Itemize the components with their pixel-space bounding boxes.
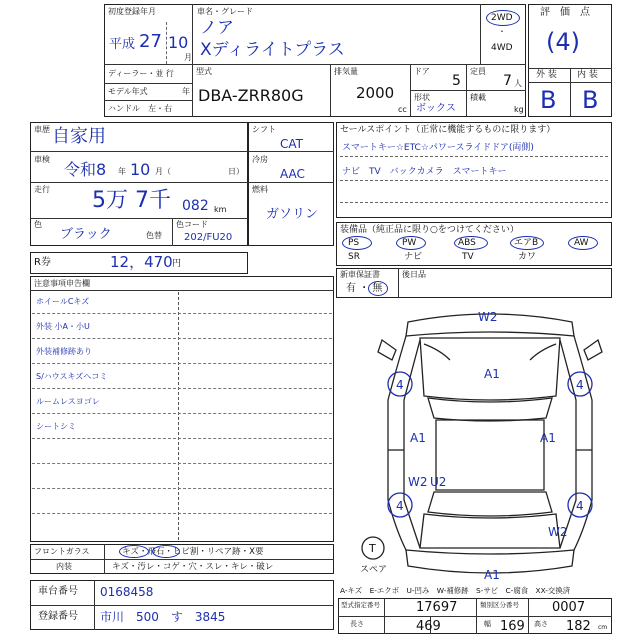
type-cert-value: 17697	[416, 600, 458, 615]
rating-label: 評 価 点	[540, 7, 590, 18]
damage-mark: A1	[484, 568, 500, 582]
spare-label: スペア	[360, 565, 388, 575]
equipment-label: 装備品（純正品に限り○をつけてください）	[340, 225, 519, 235]
interior-label: 内装	[56, 562, 72, 571]
equip-pw: PW	[402, 238, 417, 248]
equip-ps: PS	[348, 238, 360, 248]
model-year-label: モデル年式	[108, 87, 148, 96]
damage-mark: W2	[548, 525, 568, 539]
capacity-value: 7	[503, 73, 512, 89]
warranty-value: 有 ・ 無	[346, 283, 383, 294]
recycle-value: 12，470	[110, 253, 173, 271]
chassis-value: 0168458	[100, 585, 154, 599]
inspection-month: 10	[130, 160, 151, 179]
plate-label: 登録番号	[38, 611, 78, 622]
color-code-label: 色コード	[176, 220, 208, 229]
damage-mark: A1	[540, 431, 556, 445]
first-reg-month: 10	[168, 33, 189, 52]
damage-legend: A-キズ E-エクボ U-凹み W-補修跡 S-サビ C-腐食 XX-交換済	[340, 586, 571, 595]
dealer-label: ディーラー・並 行	[108, 69, 174, 78]
note-item: 外装 小A・小U	[36, 322, 90, 331]
equip-aw: AW	[574, 238, 589, 248]
car-name: ノア	[200, 18, 234, 38]
yen-unit: 円	[172, 259, 182, 269]
ac-label: 冷房	[252, 155, 268, 164]
car-grade: Xディライトプラス	[200, 40, 345, 60]
equip-leather: カワ	[518, 252, 537, 262]
drive-4wd: 4WD	[491, 43, 513, 53]
damage-mark: 4	[576, 378, 584, 392]
first-reg-era: 平成	[109, 37, 136, 52]
interior-value: キズ・汚レ・コゲ・穴・スレ・キレ・破レ	[112, 562, 274, 572]
inspection-day-unit: 日）	[228, 167, 244, 176]
door-value: 5	[452, 73, 461, 89]
first-reg-year: 27	[139, 31, 162, 52]
color-label: 色	[34, 220, 42, 229]
height-label: 高さ	[534, 620, 548, 628]
shape-label: 形状	[414, 93, 430, 102]
fuel-value: ガソリン	[266, 207, 319, 222]
person-unit: 人	[514, 79, 522, 88]
notes-label: 注意事項申告欄	[34, 279, 90, 288]
sales-line-1: スマートキー☆ETC☆パワースライドドア(両側)	[342, 143, 534, 153]
height-value: 182	[566, 619, 591, 634]
fuel-label: 燃料	[252, 185, 268, 194]
damage-mark: U2	[430, 475, 447, 489]
year-unit: 年	[182, 87, 190, 96]
displacement-label: 排気量	[334, 67, 358, 76]
name-label: 車名・グレード	[197, 7, 253, 16]
width-label: 幅	[484, 620, 491, 628]
type-cert-label: 型式指定番号	[341, 601, 380, 609]
equip-abs: ABS	[458, 238, 476, 248]
category-label: 類別区分番号	[480, 601, 519, 609]
note-item: 外装補修跡あり	[36, 347, 92, 356]
equip-tv: TV	[462, 252, 474, 262]
mileage-label: 走行	[34, 185, 50, 194]
exterior-value: B	[540, 86, 557, 114]
shift-value: CAT	[280, 137, 303, 151]
damage-mark: W2	[408, 475, 428, 489]
shift-label: シフト	[252, 125, 276, 134]
sales-label: セールスポイント（正常に機能するものに限ります）	[340, 125, 556, 135]
warranty-new-label: 新車保証書	[340, 270, 380, 279]
door-label: ドア	[414, 67, 430, 76]
color-value: ブラック	[60, 227, 112, 242]
chassis-label: 車台番号	[38, 586, 78, 597]
inspection-label: 車検	[34, 155, 50, 164]
recycle-label: R券	[34, 257, 51, 268]
mileage-value: 5万 7千	[92, 188, 171, 213]
damage-mark: 4	[396, 499, 404, 513]
damage-mark: 4	[396, 378, 404, 392]
first-reg-label: 初度登録年月	[108, 7, 156, 16]
color-change-label: 色替	[146, 231, 162, 240]
rating-value: (4)	[546, 28, 580, 56]
equip-navi: ナビ	[404, 252, 423, 262]
equip-sr: SR	[348, 252, 360, 262]
load-label: 積載	[470, 93, 486, 102]
inspection-year-unit: 年	[118, 167, 126, 176]
use-value: 自家用	[52, 126, 106, 147]
km-unit: km	[214, 205, 227, 214]
cc-unit: cc	[398, 105, 407, 114]
width-value: 169	[500, 619, 525, 634]
warranty-later-label: 後日品	[402, 270, 426, 279]
capacity-label: 定員	[470, 67, 486, 76]
color-code-value: 202/FU20	[184, 232, 233, 243]
kg-unit: kg	[514, 105, 524, 114]
note-item: ホイールCキズ	[36, 297, 90, 306]
ac-value: AAC	[280, 167, 305, 181]
plate-value: 市川 500 す 3845	[100, 610, 226, 624]
type-value: DBA-ZRR80G	[198, 86, 304, 105]
damage-mark: 4	[576, 499, 584, 513]
cm-unit: cm	[598, 624, 608, 631]
damage-mark: W2	[478, 310, 498, 324]
displacement-value: 2000	[356, 84, 395, 102]
note-item: ルームレスヨゴレ	[36, 397, 100, 406]
drive-sep: ・	[498, 27, 506, 36]
damage-mark: A1	[410, 431, 426, 445]
mileage-sub: 082	[182, 198, 209, 214]
inspection-month-unit: 月（	[155, 167, 171, 176]
front-glass-value: キズ・飛石・ヒビ割・リペア跡・X要	[122, 547, 264, 557]
type-label: 型式	[196, 67, 212, 76]
drive-2wd: 2WD	[491, 13, 513, 23]
damage-mark: A1	[484, 367, 500, 381]
category-value: 0007	[552, 600, 586, 615]
use-label: 車歴	[34, 125, 50, 134]
exterior-label: 外 装	[536, 70, 557, 80]
length-value: 469	[416, 619, 441, 634]
handle-label: ハンドル 左・右	[108, 104, 172, 113]
equip-airbag: エアB	[514, 238, 539, 248]
interior-value: B	[582, 86, 599, 114]
month-unit: 月	[184, 53, 192, 62]
spare-mark: T	[369, 542, 376, 555]
note-item: シートシミ	[36, 422, 76, 431]
sales-line-2: ナビ TV バックカメラ スマートキー	[342, 167, 507, 177]
length-label: 長さ	[350, 620, 364, 628]
interior-label: 内 装	[577, 70, 598, 80]
inspection-era: 令和8	[64, 160, 107, 179]
note-item: S/ハウスキズヘコミ	[36, 372, 108, 381]
notes-box	[30, 276, 334, 542]
shape-value: ボックス	[416, 103, 456, 114]
front-glass-label: フロントガラス	[34, 547, 90, 556]
